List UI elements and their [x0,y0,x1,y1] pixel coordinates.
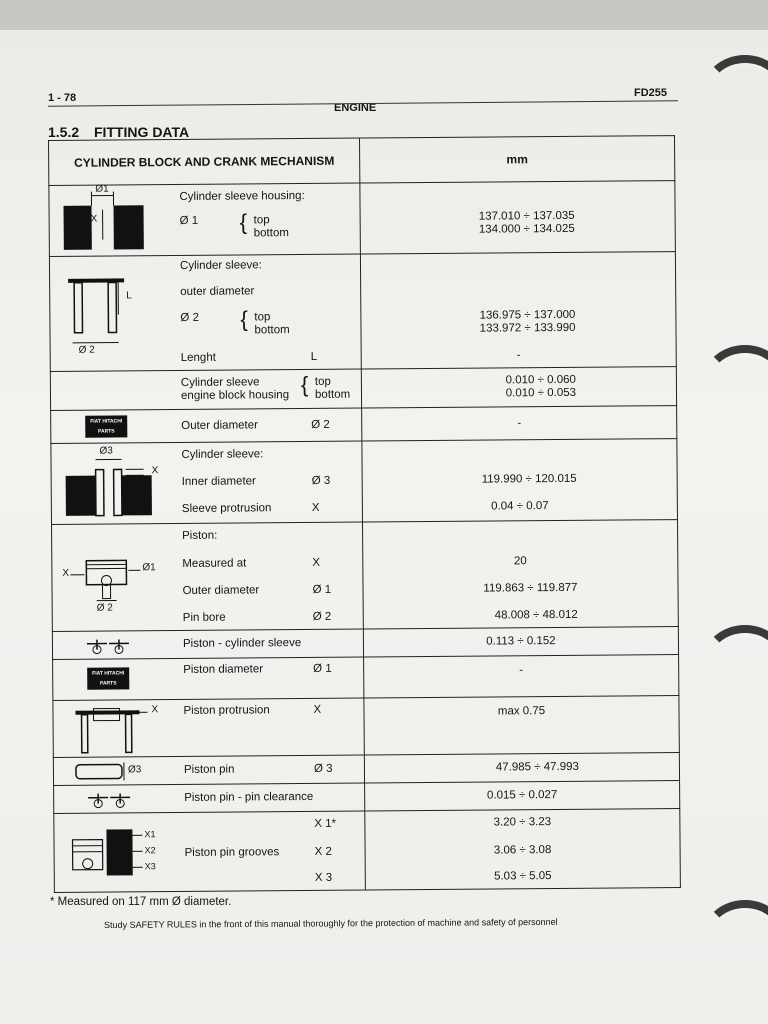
row-label: engine block housing [180,389,290,402]
table-row [49,252,676,372]
value-top: 0.010 ÷ 0.060 [505,373,576,387]
row-label: outer diameter [180,285,255,298]
section-heading [48,124,189,140]
brace: { [300,371,309,398]
piston-illustration [56,550,169,621]
row-label: Measured at [182,557,247,570]
row-symbol: Ø 1 [179,214,199,227]
value: 20 [513,555,527,568]
ill-label: X [151,465,159,477]
value: 3.20 ÷ 3.23 [493,816,552,829]
value: 119.863 ÷ 119.877 [483,581,578,595]
table-row [51,439,678,525]
row-title: Piston: [182,529,218,542]
row-label: Piston pin grooves [184,846,280,859]
row-symbol: X 2 [314,845,332,858]
row-label: Piston pin [183,763,235,776]
row-label: Piston protrusion [183,704,270,717]
row-label: Pin bore [182,611,226,624]
table-row [51,406,677,444]
table-row [49,181,676,257]
ill-label: X1 [144,829,156,840]
clearance-icon [57,635,169,656]
value: 5.03 ÷ 5.05 [494,870,552,883]
model-label: FD255 [634,87,668,99]
row-title: Cylinder sleeve: [181,448,264,461]
row-label: Sleeve protrusion [181,502,272,515]
value-bottom: 134.000 ÷ 134.025 [478,222,575,236]
row-label: Piston - cylinder sleeve [182,637,302,650]
value: 0.015 ÷ 0.027 [486,789,558,802]
table-row [50,367,676,411]
row-label-top: top [254,311,271,324]
value: - [519,664,524,677]
sleeve-housing-illustration [53,183,165,254]
footnote: * Measured on 117 mm Ø diameter. [50,896,232,908]
row-label-bottom: bottom [254,324,290,337]
sleeve-protrusion-illustration [55,447,168,520]
row-symbol: Ø 1 [312,583,332,596]
row-symbol: Ø 2 [312,610,332,623]
row-label: Outer diameter [181,419,258,432]
value: 48.008 ÷ 48.012 [494,608,578,622]
value: 0.113 ÷ 0.152 [486,635,556,648]
ill-label: Ø1 [95,183,109,195]
row-label-top: top [314,375,331,388]
value: 3.06 ÷ 3.08 [493,844,552,857]
table-row [53,655,679,701]
table-row [54,809,681,893]
row-label: Piston diameter [183,663,264,676]
row-label-top: top [253,214,270,227]
piston-pin-illustration [58,760,170,783]
ill-label: X [151,704,159,716]
row-title: Cylinder sleeve: [179,259,262,272]
value: max 0.75 [497,705,546,718]
fiat-hitachi-parts-logo: FIAT HITACHI PARTS [87,667,129,689]
clearance-icon [58,789,170,810]
piston-protrusion-illustration [57,704,169,755]
row-symbol: X [311,501,320,514]
row-symbol: L [310,350,318,363]
value-bottom: 133.972 ÷ 133.990 [479,321,576,335]
row-symbol: X [313,703,322,716]
row-label: Outer diameter [182,584,260,597]
ill-label: Ø3 [127,764,142,776]
row-symbol: Ø 1 [313,662,332,675]
chapter-title: ENGINE [334,102,377,114]
section-title: FITTING DATA [94,124,190,140]
row-symbol: X 3 [314,871,333,884]
ill-label: X2 [144,845,156,856]
ill-label: Ø1 [142,562,156,574]
value-bottom: 0.010 ÷ 0.053 [505,386,577,400]
page-number: 1 - 78 [48,92,77,104]
piston-grooves-illustration [58,817,171,890]
value: 119.990 ÷ 120.015 [481,472,577,486]
brace: { [240,306,248,332]
row-label: Piston pin - pin clearance [184,790,314,804]
table-row [53,696,679,758]
col-header-unit: mm [359,136,674,183]
safety-footer: Study SAFETY RULES in the front of this manual thoroughly for the protection of machine and safety of personnel [104,916,558,930]
value: - [516,349,521,362]
value-top: 136.975 ÷ 137.000 [479,308,576,322]
ill-label: Ø 2 [96,602,113,614]
row-label: Cylinder sleeve [180,376,260,389]
row-title: Cylinder sleeve housing: [179,189,305,203]
cylinder-sleeve-illustration [54,270,167,361]
row-symbol: X [312,556,321,569]
col-header-mechanism: CYLINDER BLOCK AND CRANK MECHANISM [49,138,360,185]
row-symbol: Ø 3 [311,474,331,487]
value: - [517,417,522,430]
row-symbol: Ø 2 [180,311,199,324]
row-label-bottom: bottom [314,388,351,401]
row-label-bottom: bottom [253,227,289,240]
row-label: Lenght [180,351,216,364]
value-top: 137.010 ÷ 137.035 [478,209,575,223]
ill-label: Ø 2 [78,344,95,356]
value: 0.04 ÷ 0.07 [491,500,549,513]
ill-label: X [90,213,98,225]
fiat-hitachi-parts-logo: FIAT HITACHI PARTS [85,415,127,437]
ill-label: X [62,567,70,579]
fitting-data-table [48,135,678,898]
row-symbol: Ø 3 [313,762,333,775]
ill-label: L [126,290,132,302]
brace: { [239,209,248,235]
row-label: Inner diameter [181,475,256,488]
background-shadow [0,0,768,30]
table-row [52,520,679,632]
value: 47.985 ÷ 47.993 [495,760,579,774]
section-number: 1.5.2 [48,124,80,140]
ill-label: Ø3 [99,445,113,457]
ill-label: X3 [144,861,156,872]
row-symbol: Ø 2 [311,418,330,431]
row-symbol: X 1* [314,817,337,830]
